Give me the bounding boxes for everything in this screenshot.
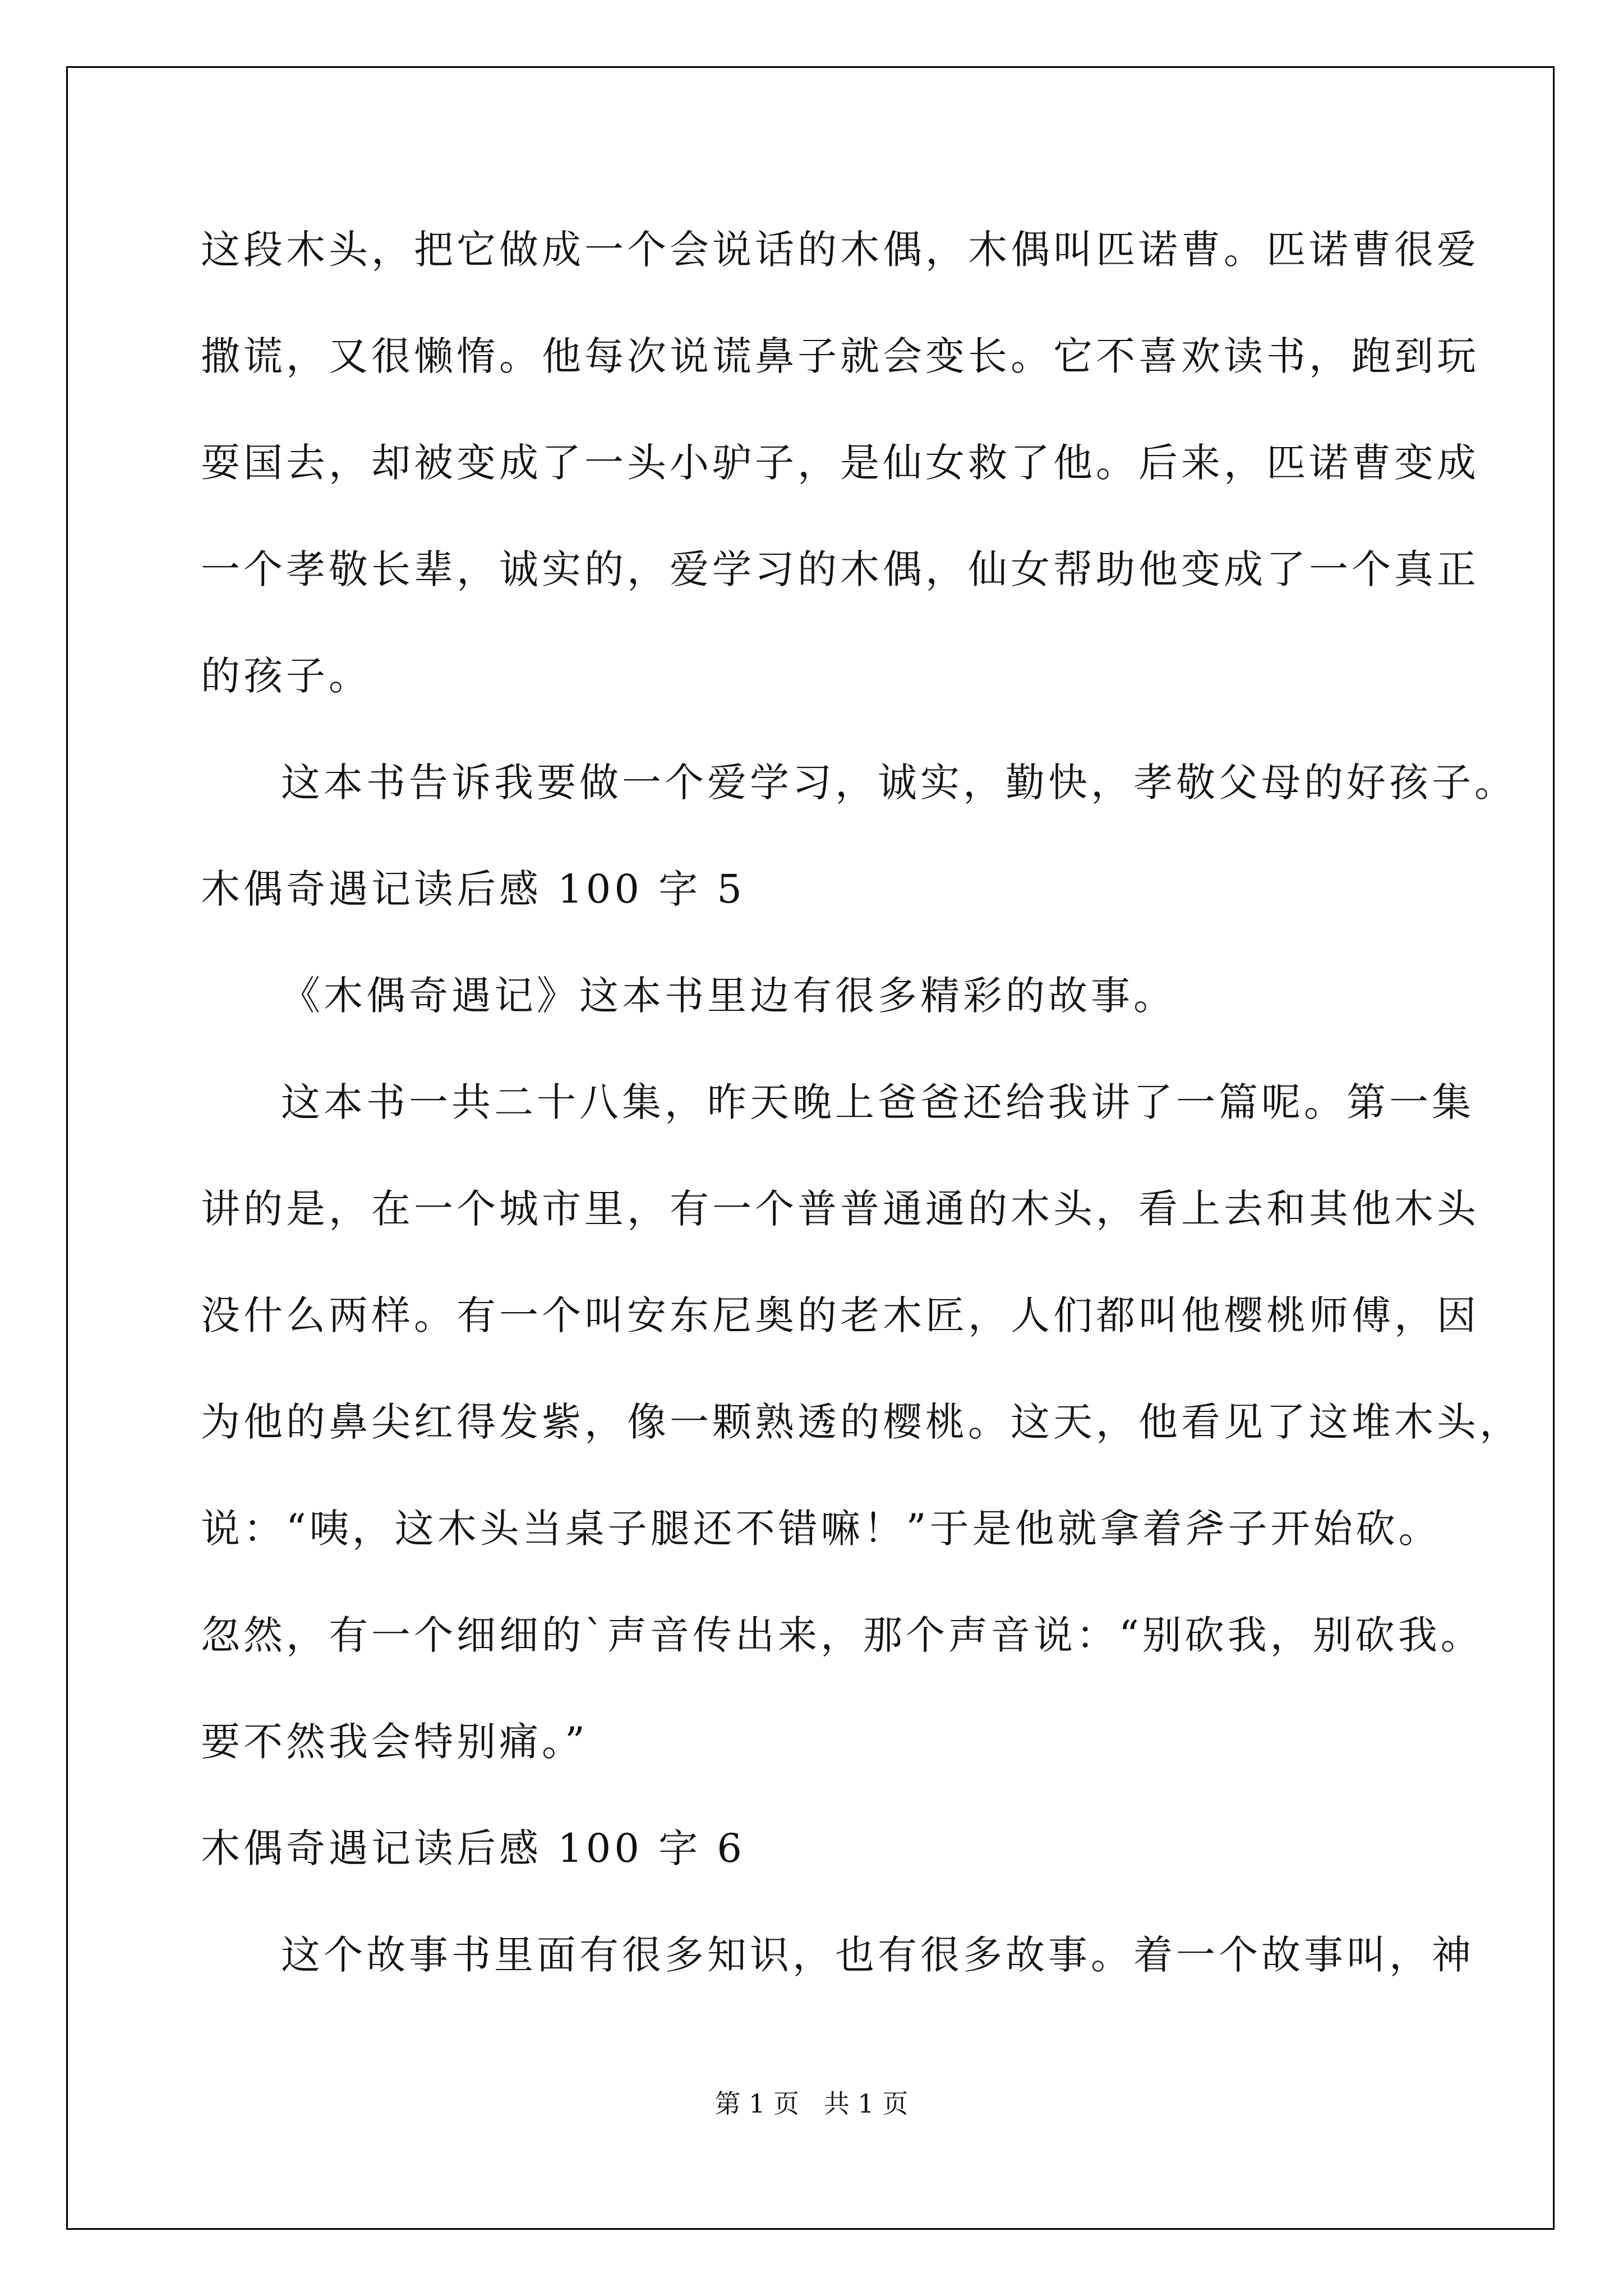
- text-line: 耍国去，却被变成了一头小驴子，是仙女救了他。后来，匹诺曹变成: [201, 440, 1479, 486]
- text-line: 忽然，有一个细细的`声音传出来，那个声音说：“别砍我，别砍我。: [201, 1612, 1483, 1658]
- text-line: 为他的鼻尖红得发紫，像一颗熟透的樱桃。这天，他看见了这堆木头，: [201, 1399, 1522, 1445]
- text-line: 说：“咦，这木头当桌子腿还不错嘛！”于是他就拿着斧子开始砍。: [201, 1506, 1441, 1552]
- text-line: 木偶奇遇记读后感 100 字 5: [201, 866, 745, 912]
- paragraph-first-line: 这本书一共二十八集，昨天晚上爸爸还给我讲了一篇呢。第一集: [281, 1079, 1474, 1125]
- text-line: 一个孝敬长辈，诚实的，爱学习的木偶，仙女帮助他变成了一个真正: [201, 546, 1479, 592]
- page-footer: 第 1 页 共 1 页: [714, 2088, 909, 2119]
- text-line: 这段木头，把它做成一个会说话的木偶，木偶叫匹诺曹。匹诺曹很爱: [201, 227, 1479, 273]
- text-line: 的孩子。: [201, 653, 371, 699]
- paragraph-first-line: 这个故事书里面有很多知识，也有很多故事。着一个故事叫，神: [281, 1932, 1474, 1978]
- text-line: 要不然我会特别痛。”: [201, 1719, 588, 1765]
- paragraph-first-line: 这本书告诉我要做一个爱学习，诚实，勤快，孝敬父母的好孩子。: [281, 760, 1517, 806]
- document-body: [201, 219, 1522, 2031]
- paragraph-first-line: 《木偶奇遇记》这本书里边有很多精彩的故事。: [281, 973, 1176, 1019]
- text-line: 讲的是，在一个城市里，有一个普普通通的木头，看上去和其他木头: [201, 1186, 1479, 1232]
- text-line: 没什么两样。有一个叫安东尼奥的老木匠，人们都叫他樱桃师傅，因: [201, 1292, 1479, 1338]
- text-line: 撒谎，又很懒惰。他每次说谎鼻子就会变长。它不喜欢读书，跑到玩: [201, 333, 1479, 379]
- text-line: 木偶奇遇记读后感 100 字 6: [201, 1825, 745, 1871]
